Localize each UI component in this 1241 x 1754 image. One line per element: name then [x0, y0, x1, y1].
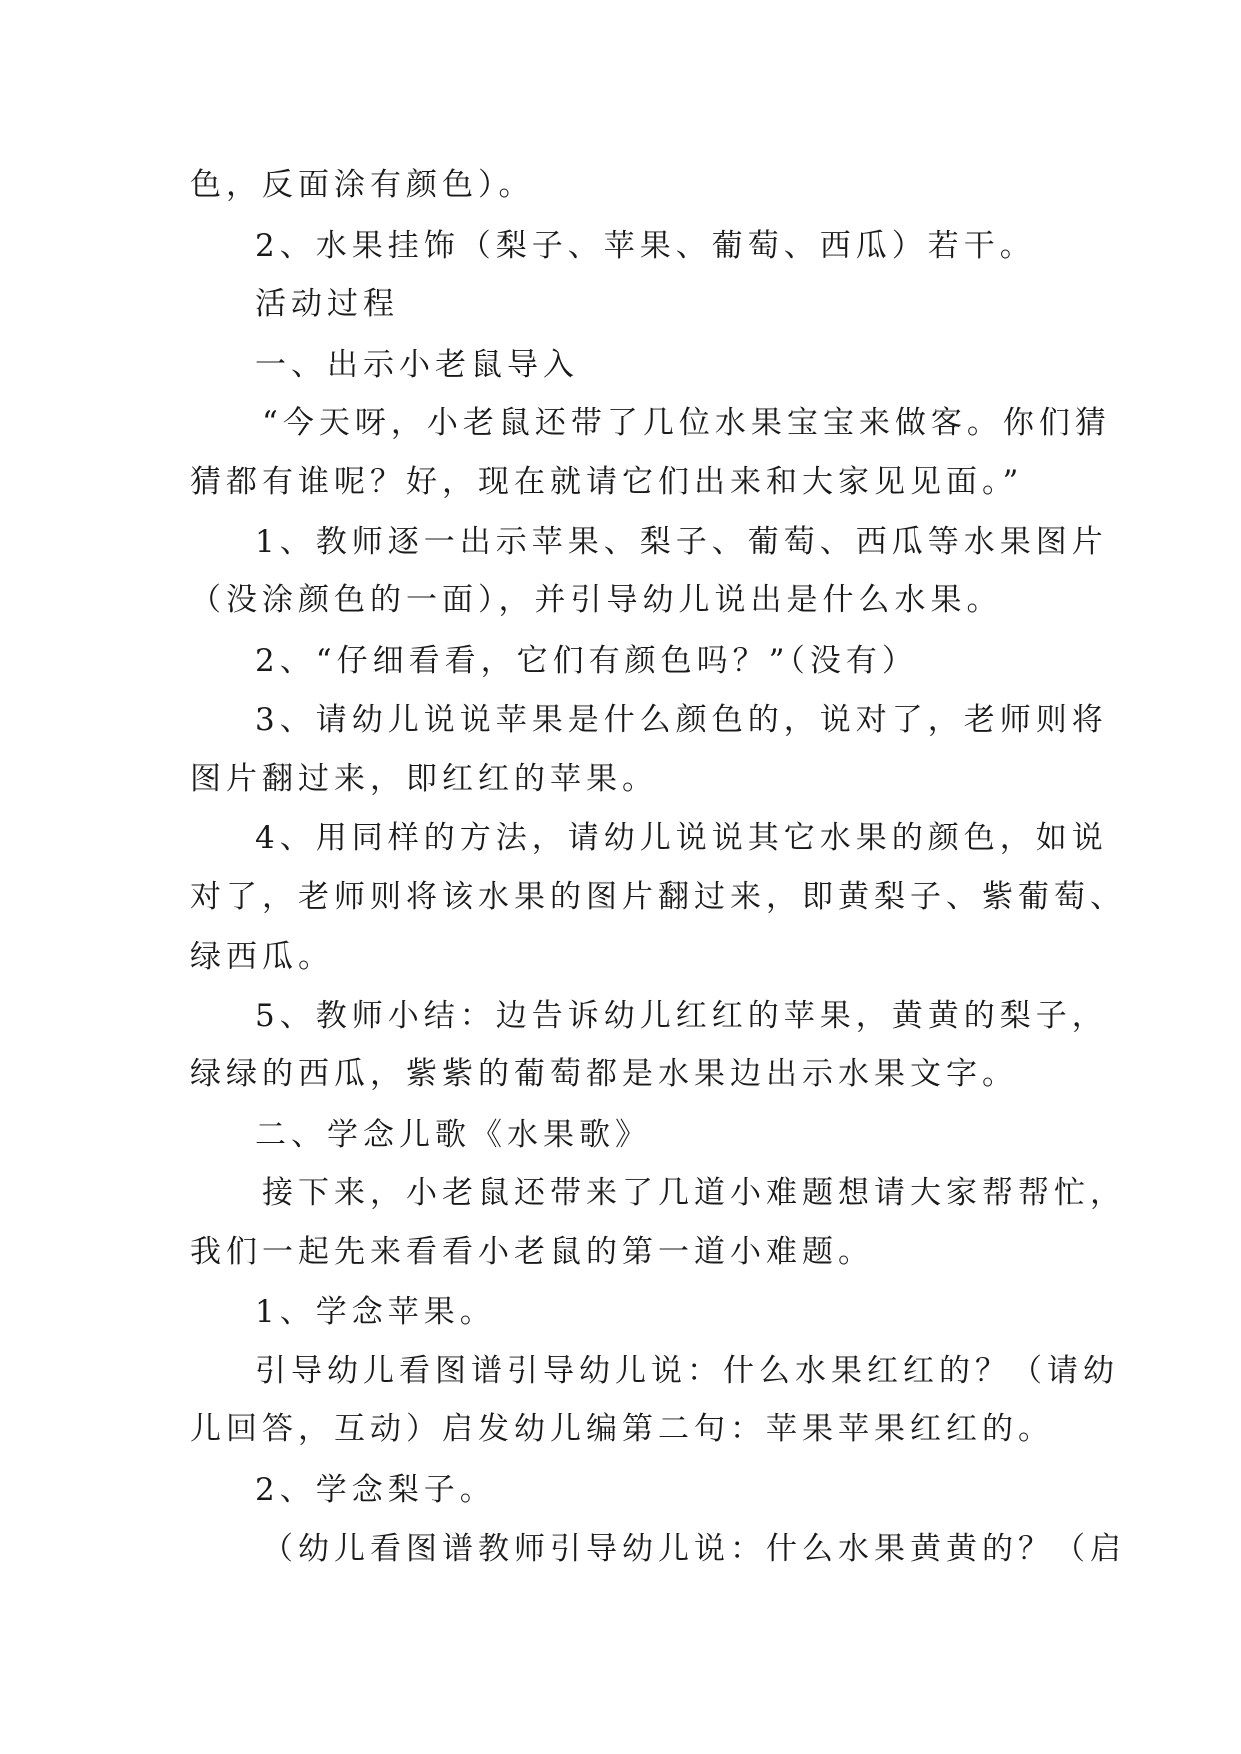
- text-line: 2、“仔细看看，它们有颜色吗？”（没有）: [255, 643, 918, 679]
- text-line: 2、水果挂饰（梨子、苹果、葡萄、西瓜）若干。: [255, 228, 1036, 264]
- text-line: 5、教师小结：边告诉幼儿红红的苹果，黄黄的梨子，: [255, 998, 1108, 1034]
- text-line: （幼儿看图谱教师引导幼儿说：什么水果黄黄的？（启: [262, 1531, 1126, 1567]
- text-line: 1、学念苹果。: [255, 1294, 496, 1330]
- text-line: 4、用同样的方法，请幼儿说说其它水果的颜色，如说: [255, 820, 1108, 856]
- text-line: 绿绿的西瓜，紫紫的葡萄都是水果边出示水果文字。: [190, 1056, 1018, 1092]
- text-line: 引导幼儿看图谱引导幼儿说：什么水果红红的？（请幼: [255, 1353, 1119, 1389]
- section-heading: 二、学念儿歌《水果歌》: [255, 1117, 651, 1153]
- section-heading: 一、出示小老鼠导入: [255, 347, 579, 383]
- text-line: （没涂颜色的一面），并引导幼儿说出是什么水果。: [190, 582, 1003, 618]
- section-heading: 活动过程: [255, 286, 399, 322]
- text-line: 对了，老师则将该水果的图片翻过来，即黄梨子、紫葡萄、: [190, 879, 1126, 915]
- text-line: “今天呀，小老鼠还带了几位水果宝宝来做客。你们猜: [262, 405, 1111, 441]
- text-line: 我们一起先来看看小老鼠的第一道小难题。: [190, 1234, 874, 1270]
- text-line: 接下来，小老鼠还带来了几道小难题想请大家帮帮忙，: [262, 1175, 1126, 1211]
- text-line: 图片翻过来，即红红的苹果。: [190, 761, 658, 797]
- text-line: 猜都有谁呢？好，现在就请它们出来和大家见见面。”: [190, 464, 1024, 500]
- text-line: 儿回答，互动）启发幼儿编第二句：苹果苹果红红的。: [190, 1411, 1054, 1447]
- text-line: 色，反面涂有颜色）。: [190, 167, 535, 203]
- text-line: 2、学念梨子。: [255, 1472, 496, 1508]
- text-line: 3、请幼儿说说苹果是什么颜色的，说对了，老师则将: [255, 702, 1108, 738]
- text-line: 1、教师逐一出示苹果、梨子、葡萄、西瓜等水果图片: [255, 524, 1108, 560]
- text-line: 绿西瓜。: [190, 939, 334, 975]
